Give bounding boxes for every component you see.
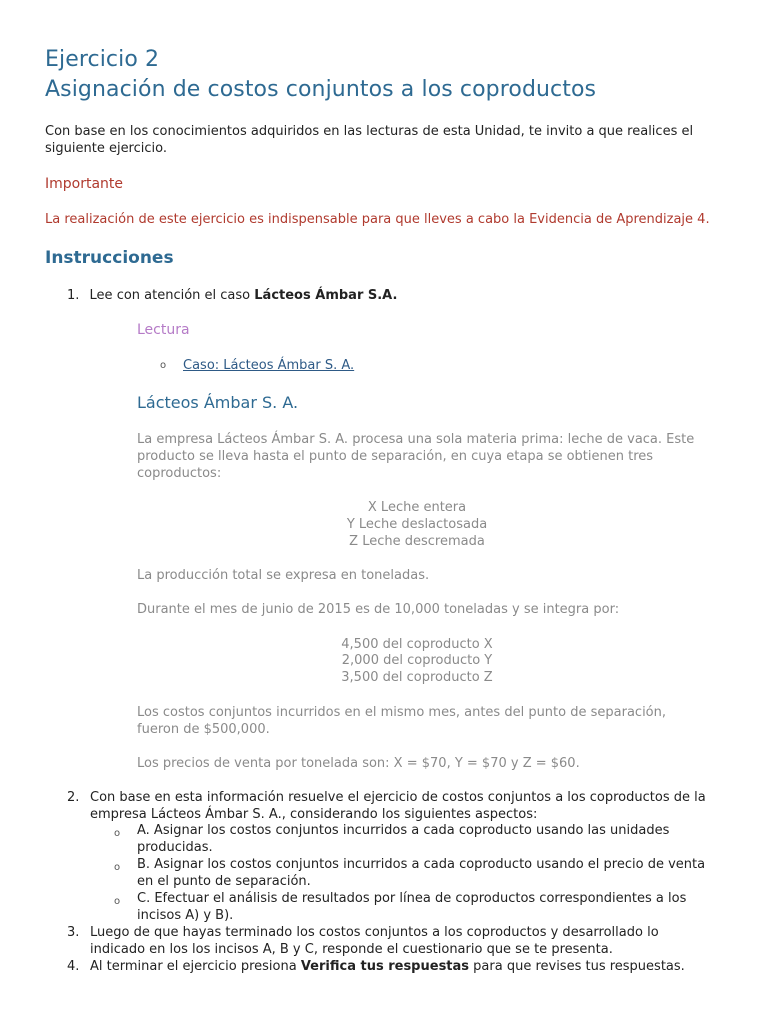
case-paragraph-3: Durante el mes de junio de 2015 es de 10,000 toneladas y se integra por:: [137, 602, 620, 617]
list-item-text: Con base en esta información resuelve el ejercicio de costos conjuntos a los coproductos de la empresa Lácteos Ámbar S. A., considerando los siguientes aspectos:: [90, 790, 706, 822]
bullet-icon: o: [114, 828, 121, 839]
verify-answers-bold: Verifica tus respuestas: [300, 959, 470, 974]
case-paragraph-1: La empresa Lácteos Ámbar S. A. procesa una sola materia prima: leche de vaca. Este producto se lleva hasta el punto de separación, en cuya etapa se obtienen tres coproductos:: [137, 432, 695, 481]
list-item-text: Luego de que hayas terminado los costos conjuntos a los coproductos y desarrollado lo indicado en los los incisos A, B y C, responde el cuestionario que se te presenta.: [90, 925, 659, 957]
exercise-title: Ejercicio 2: [45, 47, 160, 72]
sub-item-c: [114, 890, 717, 924]
sub-item-text: B. Asignar los costos conjuntos incurridos a cada coproducto usando el precio de venta en el punto de separación.: [137, 857, 706, 889]
exercise-subtitle: Asignación de costos conjuntos a los coproductos: [45, 77, 597, 102]
list-number: 1.: [67, 288, 80, 303]
quantity-item: 3,500 del coproducto Z: [341, 670, 493, 685]
instructions-heading: Instrucciones: [45, 248, 174, 268]
bullet-icon: o: [160, 360, 167, 371]
product-item: X Leche entera: [367, 500, 467, 515]
product-item: Y Leche deslactosada: [346, 517, 488, 532]
quantity-item: 2,000 del coproducto Y: [341, 653, 493, 668]
bullet-icon: o: [114, 896, 121, 907]
case-paragraph-2: La producción total se expresa en toneladas.: [137, 568, 430, 583]
list-item-text-after: para que revises tus respuestas.: [469, 959, 685, 974]
quantity-item: 4,500 del coproducto X: [341, 637, 493, 652]
important-label: Importante: [45, 176, 124, 192]
bullet-icon: o: [114, 862, 121, 873]
list-number: 3.: [67, 925, 80, 940]
list-item-1: [67, 287, 397, 304]
sub-item-b: [114, 856, 717, 890]
sub-item-text: A. Asignar los costos conjuntos incurridos a cada coproducto usando las unidades producidas.: [137, 823, 670, 855]
case-link[interactable]: Caso: Lácteos Ámbar S. A.: [183, 358, 355, 373]
list-number: 2.: [67, 790, 80, 805]
reading-label: Lectura: [137, 322, 190, 338]
case-name-bold: Lácteos Ámbar S.A.: [254, 288, 398, 303]
case-paragraph-5: Los precios de venta por tonelada son: X = $70, Y = $70 y Z = $60.: [137, 756, 580, 771]
list-item-text: Lee con atención el caso: [89, 288, 255, 303]
sub-item-a: [114, 822, 717, 856]
case-paragraph-4: Los costos conjuntos incurridos en el mismo mes, antes del punto de separación, fueron de $500,000.: [137, 705, 667, 737]
important-text: La realización de este ejercicio es indispensable para que lleves a cabo la Evidencia de Aprendizaje 4.: [45, 212, 710, 227]
case-title: Lácteos Ámbar S. A.: [137, 393, 299, 412]
sub-item-text: C. Efectuar el análisis de resultados por línea de coproductos correspondientes a los incisos A) y B).: [137, 891, 687, 923]
list-number: 4.: [67, 959, 80, 974]
list-item-text-before: Al terminar el ejercicio presiona: [90, 959, 301, 974]
intro-paragraph: Con base en los conocimientos adquiridos en las lecturas de esta Unidad, te invito a que realices el siguiente ejercicio.: [45, 124, 694, 156]
product-item: Z Leche descremada: [349, 534, 485, 549]
list-item-text: [90, 958, 685, 975]
